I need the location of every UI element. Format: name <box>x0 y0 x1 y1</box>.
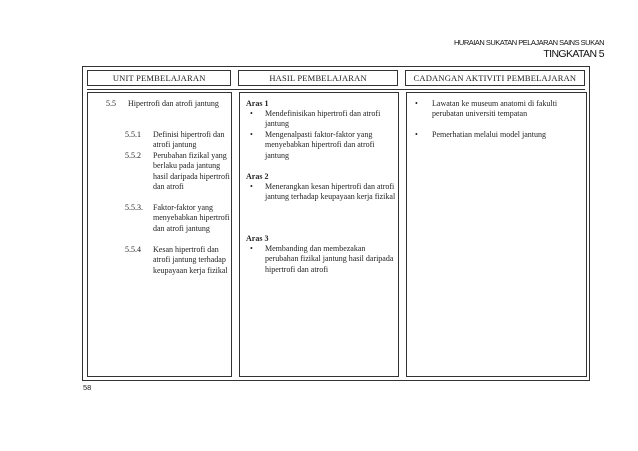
subunit-number: 5.5.3. <box>125 203 143 212</box>
hasil-item-text: Mengenalpasti faktor-faktor yang menyebabkan hipertrofi dan atrofi jantung <box>265 130 375 160</box>
hasil-item-text: Menerangkan kesan hipertrofi dan atrofi jantung terhadap keupayaan kerja fizikal <box>265 182 396 202</box>
subunit-number: 5.5.4 <box>125 245 141 254</box>
bullet-icon: • <box>250 130 253 139</box>
table-header-row <box>87 70 585 86</box>
document-header-level: TINGKATAN 5 <box>543 48 604 60</box>
bullet-icon: • <box>415 130 418 139</box>
bullet-icon: • <box>250 109 253 118</box>
subunit-number: 5.5.2 <box>125 151 141 160</box>
bullet-icon: • <box>415 99 418 108</box>
hasil-item-text: Membanding dan membezakan perubahan fizikal jantung hasil daripada hipertrofi dan atrofi <box>265 244 394 274</box>
hasil-item-text: Mendefinisikan hipertrofi dan atrofi jantung <box>265 109 381 129</box>
hasil-cell <box>239 92 399 377</box>
aras-label: Aras 3 <box>246 234 269 243</box>
unit-cell <box>87 92 232 377</box>
subunit-text: Perubahan fizikal yang berlaku pada jantung hasil daripada hipertrofi dan atrofi <box>153 151 230 192</box>
subunit-number: 5.5.1 <box>125 130 141 139</box>
bullet-icon: • <box>250 182 253 191</box>
page-number: 58 <box>83 383 92 392</box>
subunit-text: Definisi hipertrofi dan atrofi jantung <box>153 130 225 150</box>
aras-label: Aras 1 <box>246 99 269 108</box>
unit-number: 5.5 <box>106 99 116 108</box>
column-header-aktiviti: CADANGAN AKTIVITI PEMBELAJARAN <box>405 70 585 86</box>
document-header-title: HURAIAN SUKATAN PELAJARAN SAINS SUKAN <box>453 38 604 47</box>
bullet-icon: • <box>250 244 253 253</box>
curriculum-table <box>82 66 590 381</box>
header-divider <box>87 89 585 90</box>
subunit-text: Kesan hipertrofi dan atrofi jantung terhadap keupayaan kerja fizikal <box>153 245 228 275</box>
subunit-text: Faktor-faktor yang menyebabkan hipertrofi dan atrofi jantung <box>153 203 230 233</box>
column-header-unit: UNIT PEMBELAJARAN <box>87 70 231 86</box>
aktiviti-cell <box>406 92 587 377</box>
column-header-hasil: HASIL PEMBELAJARAN <box>238 70 397 86</box>
unit-title: Hipertrofi dan atrofi jantung <box>128 99 219 108</box>
table-body-row <box>87 92 585 377</box>
aktiviti-item-text: Lawatan ke museum anatomi di fakulti perubatan universiti tempatan <box>432 99 558 119</box>
aktiviti-item-text: Pemerhatian melalui model jantung <box>432 130 546 139</box>
aras-label: Aras 2 <box>246 172 269 181</box>
